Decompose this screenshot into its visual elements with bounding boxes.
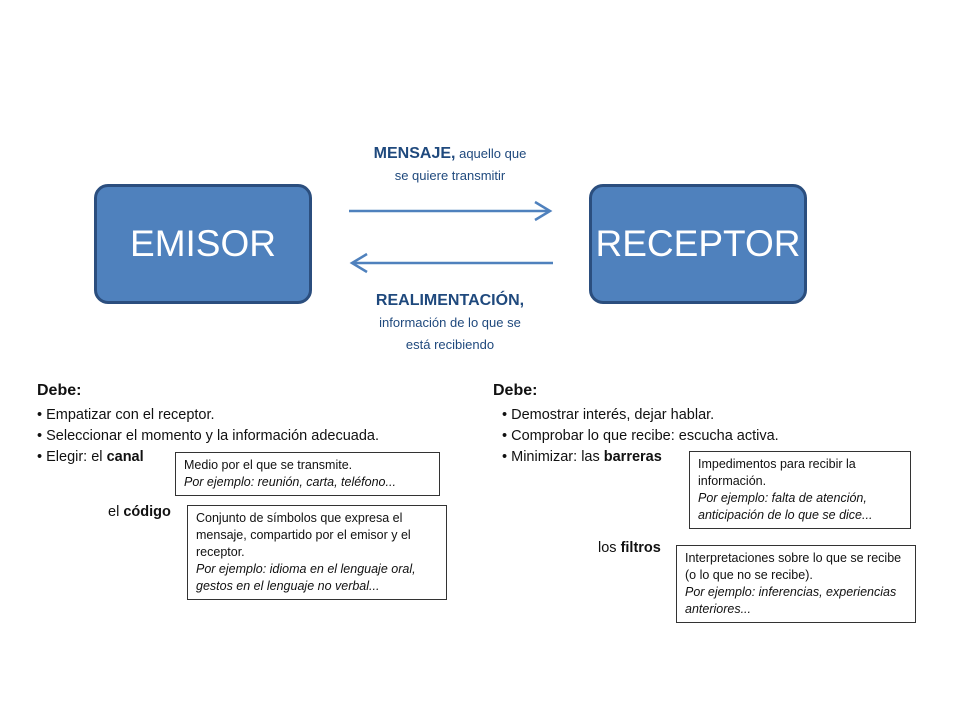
receptor-label: RECEPTOR (595, 223, 801, 264)
right-item: • Demostrar interés, dejar hablar. (502, 405, 779, 426)
right-item: • Comprobar lo que recibe: escucha activa. (502, 426, 779, 447)
barreras-text: Impedimentos para recibir la información. (698, 457, 856, 488)
feedback-title: REALIMENTACIÓN, (375, 292, 525, 309)
canal-text: Medio por el que se transmite. (184, 458, 353, 472)
codigo-box (187, 505, 447, 600)
filtros-box (676, 545, 916, 623)
message-text-2: se quiere transmitir (394, 168, 506, 183)
feedback-caption (340, 290, 560, 356)
emisor-label: EMISOR (130, 223, 276, 264)
left-heading: Debe: (37, 382, 82, 399)
codigo-example: Por ejemplo: idioma en el lenguaje oral, gestos en el lenguaje no verbal... (196, 562, 416, 593)
left-item: • Empatizar con el receptor. (37, 405, 379, 426)
canal-example: Por ejemplo: reunión, carta, teléfono... (184, 475, 396, 489)
filtros-label: los filtros (598, 540, 661, 556)
right-heading: Debe: (493, 382, 538, 399)
message-text-1: aquello que (459, 146, 527, 161)
message-caption (330, 143, 570, 187)
filtros-example: Por ejemplo: inferencias, experiencias anteriores... (685, 585, 897, 616)
feedback-arrow (345, 250, 557, 276)
receptor-node (589, 184, 807, 304)
codigo-text: Conjunto de símbolos que expresa el mensaje, compartido por el emisor y el receptor. (196, 511, 411, 559)
barreras-box (689, 451, 911, 529)
barreras-example: Por ejemplo: falta de atención, anticipación de lo que se dice... (698, 491, 873, 522)
feedback-text-1: información de lo que se (379, 315, 521, 330)
emisor-node (94, 184, 312, 304)
message-arrow (345, 198, 557, 224)
left-item: • Seleccionar el momento y la información adecuada. (37, 426, 379, 447)
message-title: MENSAJE, (373, 145, 456, 162)
filtros-text: Interpretaciones sobre lo que se recibe (o lo que no se recibe). (685, 551, 902, 582)
canal-box (175, 452, 440, 496)
codigo-label: el código (108, 504, 171, 520)
feedback-text-2: está recibiendo (405, 337, 495, 352)
left-item-canal: • Elegir: el canal (37, 447, 379, 468)
right-item-barreras: • Minimizar: las barreras (502, 447, 779, 468)
